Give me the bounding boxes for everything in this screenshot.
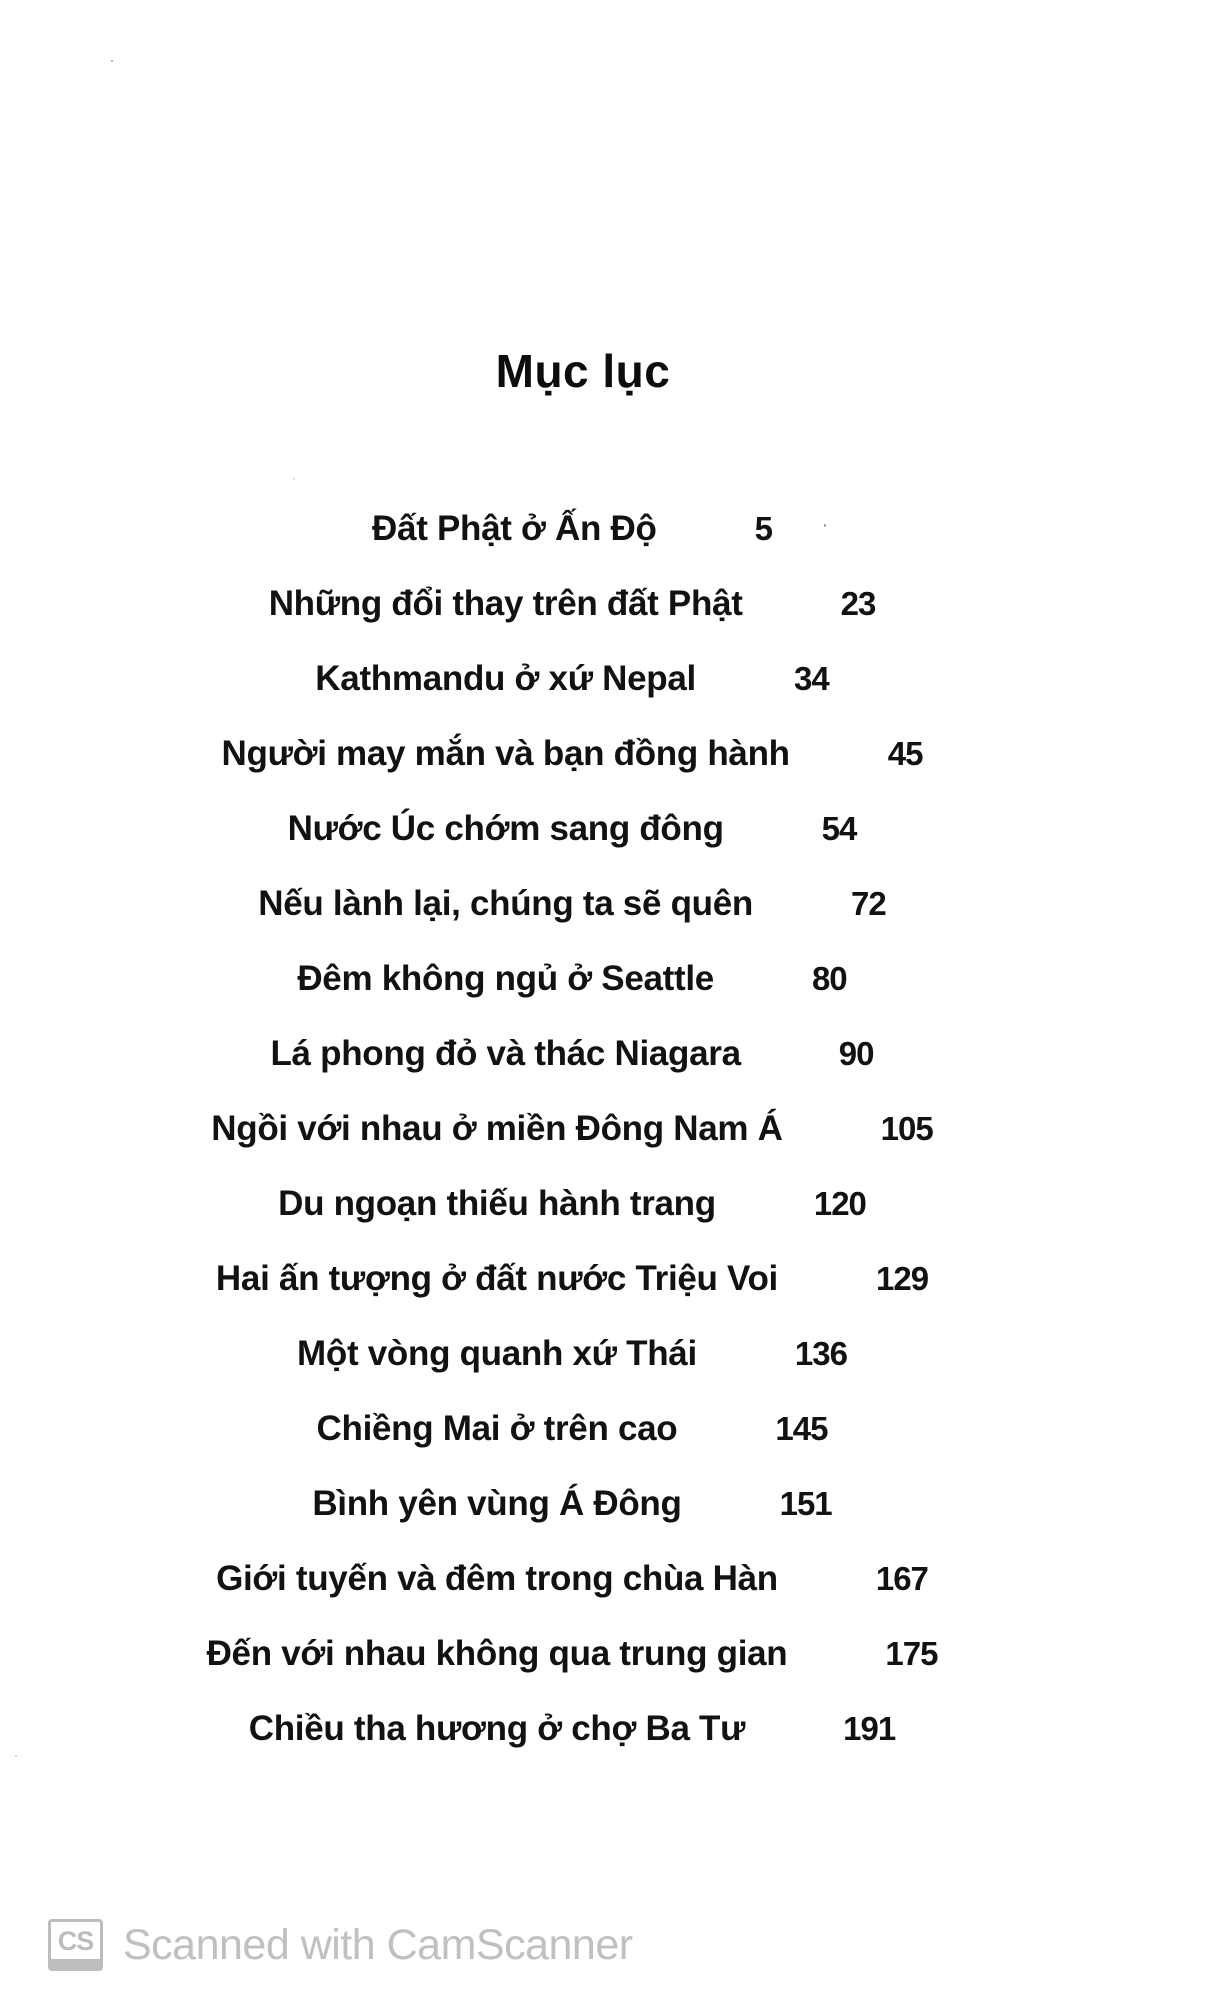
toc-entry [0,1105,1144,1180]
toc-entry-page: 129 [876,1260,929,1297]
toc-entry-title: Đến với nhau không qua trung gian [206,1634,788,1673]
toc-entry [0,1630,1144,1705]
toc-entry-title: Đất Phật ở Ấn Độ [372,509,657,548]
toc-entry [0,1705,1144,1780]
toc-entry-title: Nước Úc chớm sang đông [287,809,724,848]
toc-entry-title: Nếu lành lại, chúng ta sẽ quên [258,884,753,923]
toc-entry-title: Người may mắn và bạn đồng hành [221,734,790,773]
toc-entry-page: 80 [811,960,847,997]
toc-entry [0,805,1144,880]
toc-entry [0,1330,1144,1405]
toc-entry [0,880,1144,955]
camscanner-watermark [48,1918,633,1972]
toc-entry-page: 23 [840,585,876,622]
toc-entry-page: 34 [793,660,829,697]
toc-entry-page: 54 [821,810,857,847]
toc-entry-title: Một vòng quanh xứ Thái [297,1334,697,1373]
toc-entry-page: 105 [880,1110,933,1147]
toc-entry-title: Kathmandu ở xứ Nepal [315,659,696,698]
toc-entry [0,1255,1144,1330]
toc-entry-title: Du ngoạn thiếu hành trang [278,1184,716,1223]
toc-entry-title: Bình yên vùng Á Đông [312,1484,682,1523]
toc-entry [0,1480,1144,1555]
scan-speck [293,478,295,480]
toc-entry-page: 175 [885,1635,938,1672]
toc-entry [0,730,1144,805]
toc-entry [0,655,1144,730]
toc-entry [0,505,1144,580]
toc-entry-title: Hai ấn tượng ở đất nước Triệu Voi [215,1259,778,1298]
toc-entry [0,1555,1144,1630]
toc-entry-page: 45 [887,735,923,772]
camscanner-logo-icon: CS [48,1919,103,1971]
toc-entry [0,580,1144,655]
toc-entry-title: Giới tuyến và đêm trong chùa Hàn [216,1559,778,1598]
toc-entry [0,1030,1144,1105]
toc-entry-page: 151 [779,1485,832,1522]
toc-entry-title: Ngồi với nhau ở miền Đông Nam Á [211,1109,783,1148]
toc-entry-title: Đêm không ngủ ở Seattle [297,959,714,998]
toc-entry-page: 72 [850,885,886,922]
toc-entry-page: 120 [813,1185,866,1222]
toc-entry [0,955,1144,1030]
scan-speck [111,60,113,62]
toc-entry-page: 5 [754,510,772,547]
toc-entry [0,1180,1144,1255]
toc-entry-title: Chiềng Mai ở trên cao [316,1409,678,1448]
toc-entry-page: 90 [838,1035,874,1072]
toc-entry-page: 191 [843,1710,896,1747]
toc-entry-title: Chiều tha hương ở chợ Ba Tư [248,1709,746,1748]
page-title: Mục lục [495,344,671,397]
toc-entry-title: Những đổi thay trên đất Phật [268,584,743,623]
toc-entry-page: 145 [775,1410,828,1447]
toc-entry-page: 167 [875,1560,928,1597]
toc-entry-page: 136 [794,1335,847,1372]
table-of-contents [0,505,1144,1780]
toc-entry [0,1405,1144,1480]
watermark-text: Scanned with CamScanner [123,1920,633,1969]
toc-entry-title: Lá phong đỏ và thác Niagara [270,1034,741,1073]
